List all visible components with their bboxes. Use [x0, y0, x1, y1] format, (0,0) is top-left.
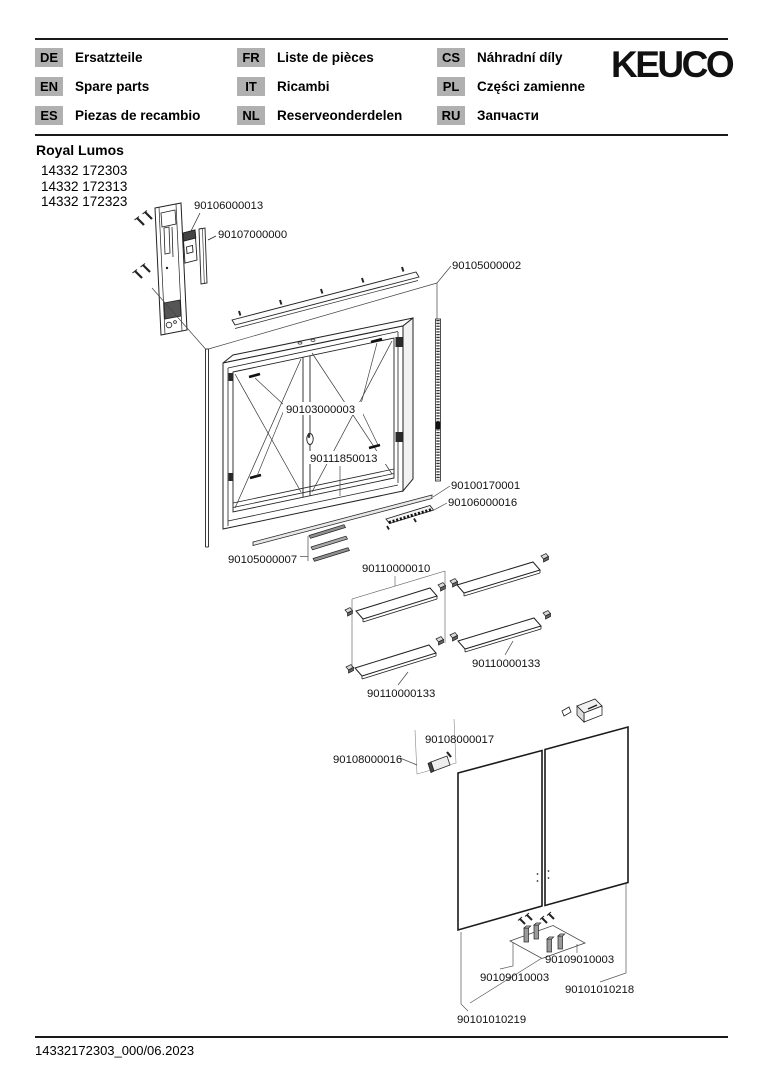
part-label-90108000017: 90108000017: [425, 734, 495, 746]
part-label-90101010219: 90101010219: [457, 1014, 527, 1026]
part-label-90100170001: 90100170001: [451, 480, 521, 492]
part-label-90103000003: 90103000003: [286, 404, 356, 416]
shelf-clip: [450, 579, 458, 588]
shelf-clip: [541, 554, 549, 563]
part-label-90109010003-left: 90109010003: [480, 972, 550, 984]
shelf-clip: [346, 665, 354, 674]
lang-label-es: Piezas de recambio: [75, 108, 201, 123]
lang-label-fr: Liste de pièces: [277, 50, 374, 65]
part-label-90107000000: 90107000000: [218, 229, 288, 241]
lang-badge-nl: NL: [237, 106, 265, 125]
lang-label-cs: Náhradní díly: [477, 50, 563, 65]
part-90106000013-block: [183, 213, 200, 263]
footer-document-id: 14332172303_000/06.2023: [35, 1043, 195, 1058]
led-profile-left: [206, 349, 209, 547]
footer-rule: [35, 1036, 728, 1038]
lang-badge-it: IT: [237, 77, 265, 96]
top-cover-rail: [232, 267, 419, 329]
part-label-90101010218: 90101010218: [565, 984, 635, 996]
lang-label-ru: Запчасти: [477, 108, 539, 123]
part-label-90108000016: 90108000016: [333, 754, 403, 766]
part-labels: [194, 200, 634, 1026]
lang-label-nl: Reserveonderdelen: [277, 108, 403, 123]
lang-badge-fr: FR: [237, 48, 265, 67]
shelf-clip: [345, 608, 353, 617]
shelf-clip: [438, 583, 446, 592]
lang-badge-es: ES: [35, 106, 63, 125]
part-label-90106000013: 90106000013: [194, 200, 264, 212]
shelf-clip: [436, 637, 444, 646]
part-label-90110000133-left: 90110000133: [367, 688, 436, 700]
part-label-90110000133-right: 90110000133: [472, 658, 541, 670]
part-label-90105000007: 90105000007: [228, 554, 298, 566]
part-90107000000-bar: [199, 228, 216, 284]
lang-badge-ru: RU: [437, 106, 465, 125]
lang-label-de: Ersatzteile: [75, 50, 143, 65]
part-label-90110000010: 90110000010: [362, 563, 431, 575]
led-profile-rod-right: [436, 319, 441, 481]
lang-label-pl: Części zamienne: [477, 79, 586, 94]
keuco-logo: KEUCO: [611, 44, 733, 85]
part-label-90105000002: 90105000002: [452, 260, 522, 272]
model-number: 14332 172323: [41, 194, 128, 209]
lang-badge-cs: CS: [437, 48, 465, 67]
lang-badge-pl: PL: [437, 77, 465, 96]
model-number: 14332 172313: [41, 178, 128, 194]
part-label-90111850013: 90111850013: [310, 453, 378, 465]
cabinet-body: [223, 318, 413, 529]
lang-label-it: Ricambi: [277, 79, 330, 94]
part-label-90106000016: 90106000016: [448, 497, 518, 509]
lang-badge-de: DE: [35, 48, 63, 67]
shelf-clip: [450, 633, 458, 642]
model-number: 14332 172303: [41, 163, 128, 178]
part-label-90109010003-right: 90109010003: [545, 954, 615, 966]
product-name: Royal Lumos: [36, 142, 124, 158]
mirror-doors: [458, 727, 628, 930]
lang-label-en: Spare parts: [75, 79, 150, 94]
shelf-clip: [543, 611, 551, 620]
lang-badge-en: EN: [35, 77, 63, 96]
wall-mounting-strip: [133, 203, 188, 335]
